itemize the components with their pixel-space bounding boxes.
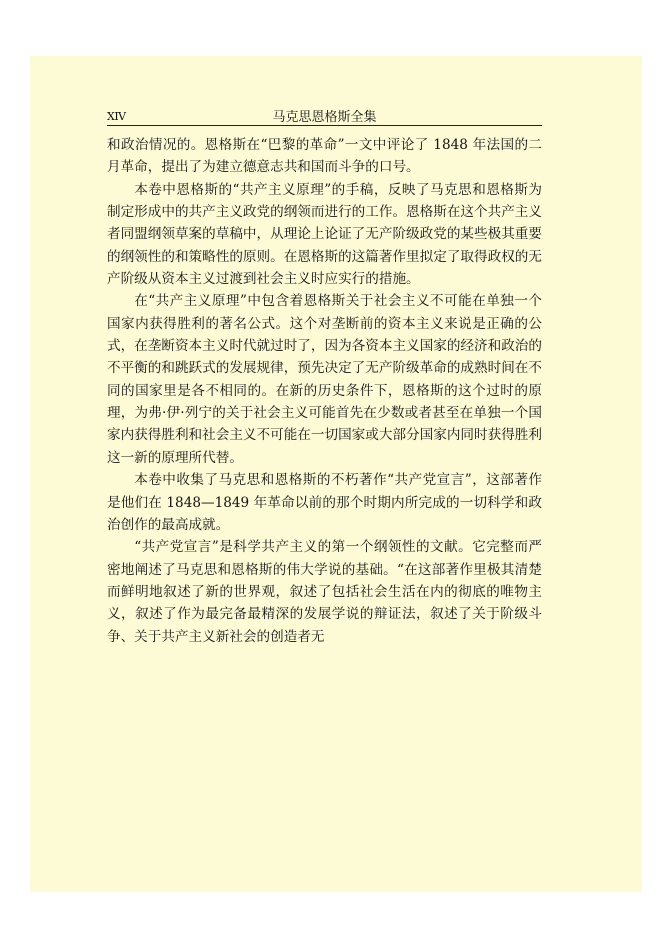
paragraph-4: 本卷中收集了马克思和恩格斯的不朽著作“共产党宣言”，这部著作是他们在 1848—1849 年革命以前的那个时期内所完成的一切科学和政治创作的最高成就。: [107, 472, 542, 533]
paragraph-2: 本卷中恩格斯的“共产主义原理”的手稿，反映了马克思和恩格斯为制定形成中的共产主义政党的纲领而进行的工作。恩格斯在这个共产主义者同盟纲领草案的草稿中，从理论上论证了无产阶级政党的某些极其重要的纲领性的和策略性的原则。在恩格斯的这篇著作里拟定了取得政权的无产阶级从资本主义过渡到社会主义时应实行的措施。: [107, 181, 542, 288]
paragraph-3: 在“共产主义原理”中包含着恩格斯关于社会主义不可能在单独一个国家内获得胜利的著名公式。这个对垄断前的资本主义来说是正确的公式，在垄断资本主义时代就过时了，因为各资本主义国家的经济和政治的不平衡的和跳跃式的发展规律，预先决定了无产阶级革命的成熟时间在不同的国家里是各不相同的。在新的历史条件下，恩格斯的这个过时的原理，为弗·伊·列宁的关于社会主义可能首先在少数或者甚至在单独一个国家内获得胜利和社会主义不可能在一切国家或大部分国家内同时获得胜利这一新的原理所代替。: [107, 293, 542, 466]
running-title: 马克思恩格斯全集: [272, 110, 377, 125]
page-number: XIV: [107, 110, 126, 123]
paragraph-5: “共产党宣言”是科学共产主义的第一个纲领性的文献。它完整而严密地阐述了马克思和恩格斯的伟大学说的基础。“在这部著作里极其清楚而鲜明地叙述了新的世界观，叙述了包括社会生活在内的彻底的唯物主义，叙述了作为最完备最精深的发展学说的辩证法，叙述了关于阶级斗争、关于共产主义新社会的创造者无: [107, 539, 542, 645]
page-header: [107, 106, 542, 126]
body-text: [107, 134, 542, 648]
paragraph-1: 和政治情况的。恩格斯在“巴黎的革命”一文中评论了 1848 年法国的二月革命，提出了为建立德意志共和国而斗争的口号。: [107, 137, 542, 176]
header-rule: [107, 125, 542, 126]
